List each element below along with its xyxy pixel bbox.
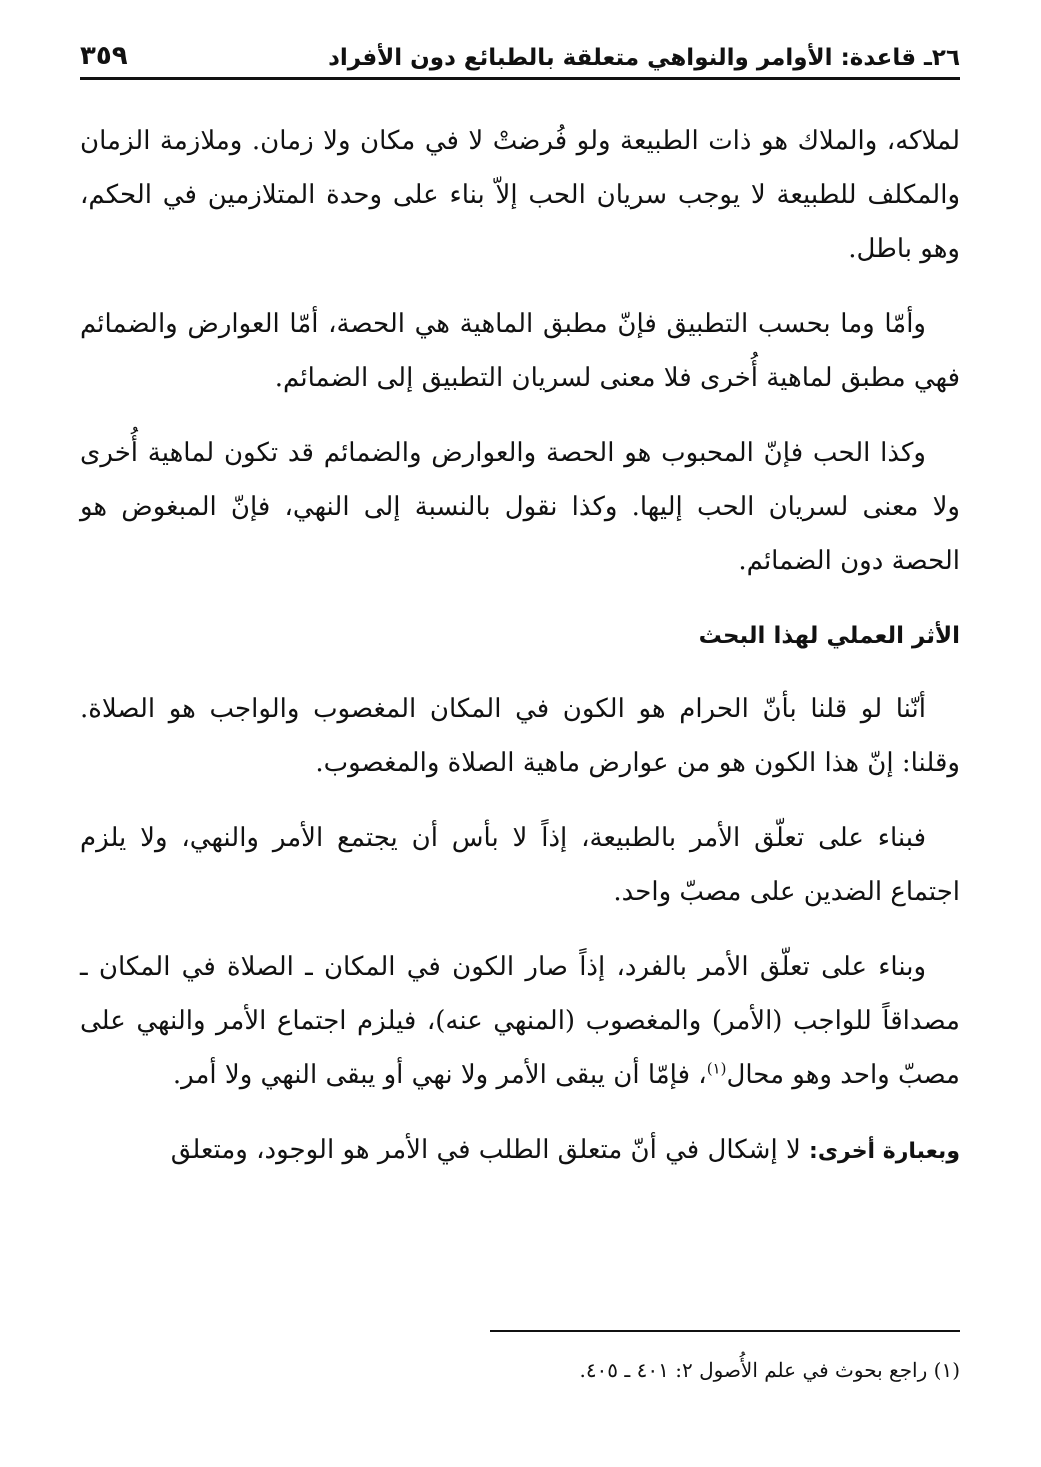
footnote-rule [490,1330,960,1332]
paragraph-4: أنّنا لو قلنا بأنّ الحرام هو الكون في المكان المغصوب والواجب هو الصلاة. وقلنا: إنّ هذا الكون هو من عوارض ماهية الصلاة والمغصوب. [80,694,960,778]
page-header [80,30,960,80]
section-heading: الأثر العملي لهذا البحث [698,623,960,649]
paragraph-3: وكذا الحب فإنّ المحبوب هو الحصة والعوارض والضمائم قد تكون لماهية أُخرى ولا معنى لسريان الحب إليها. وكذا نقول بالنسبة إلى النهي، فإنّ المبغوض هو الحصة دون الضمائم. [80,438,960,576]
paragraph-5: فبناء على تعلّق الأمر بالطبيعة، إذاً لا بأس أن يجتمع الأمر والنهي، ولا يلزم اجتماع الضدين على مصبّ واحد. [80,823,960,907]
running-title: ٢٦ـ قاعدة: الأوامر والنواهي متعلقة بالطبائع دون الأفراد [328,45,960,71]
paragraph-7 [80,1123,960,1179]
page-body [80,114,960,1179]
footnote-text: (١) راجع بحوث في علم الأُصول ٢: ٤٠١ ـ ٤٠٥. [579,1358,960,1382]
paragraph-1: لملاكه، والملاك هو ذات الطبيعة ولو فُرضتْ لا في مكان ولا زمان. وملازمة الزمان والمكلف للطبيعة لا يوجب سريان الحب إلاّ بناء على وحدة المتلازمين في الحكم، وهو باطل. [80,126,960,264]
paragraph-6 [80,940,960,1102]
paragraph-7-lead: وبعبارة أخرى: [809,1139,960,1164]
paragraph-2: وأمّا وما بحسب التطبيق فإنّ مطبق الماهية هي الحصة، أمّا العوارض والضمائم فهي مطبق لماهية أُخرى فلا معنى لسريان التطبيق إلى الضمائم. [80,309,960,393]
page-number: ٣٥٩ [80,41,128,71]
footnote-reference: (١) [706,1059,727,1078]
paragraph-6-text-before: وبناء على تعلّق الأمر بالفرد، إذاً صار الكون في المكان ـ الصلاة في المكان ـ مصداقاً للواجب (الأمر) والمغصوب (المنهي عنه)، فيلزم اجتماع الأمر والنهي على مصبّ واحد وهو محال [80,952,960,1090]
paragraph-7-text: لا إشكال في أنّ متعلق الطلب في الأمر هو الوجود، ومتعلق [170,1135,810,1165]
paragraph-6-text-after: ، فإمّا أن يبقى الأمر ولا نهي أو يبقى النهي ولا أمر. [172,1060,707,1090]
book-page [80,30,960,1450]
footnote-area [80,1330,960,1388]
